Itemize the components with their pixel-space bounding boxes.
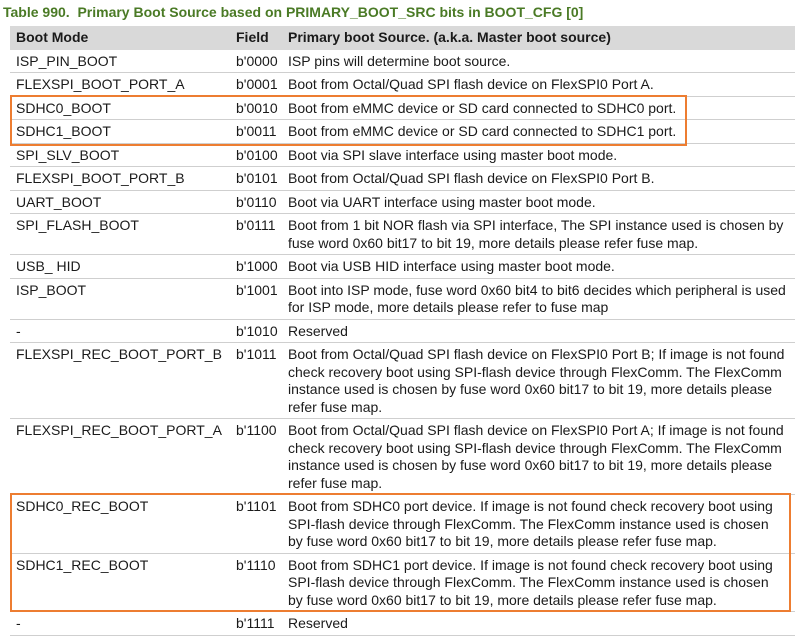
table-row: [10, 191, 795, 215]
field-cell: b'0000: [236, 52, 278, 69]
column-header-boot-mode: Boot Mode: [16, 29, 89, 45]
boot-mode-cell: SPI_FLASH_BOOT: [16, 217, 139, 233]
boot-mode-cell: SDHC0_BOOT: [16, 99, 111, 116]
boot-mode-cell: SDHC1_REC_BOOT: [16, 556, 149, 573]
table-row: [10, 144, 795, 168]
field-cell: b'1111: [236, 615, 275, 631]
field-cell: b'0011: [236, 123, 277, 139]
boot-mode-cell: USB_ HID: [16, 258, 81, 274]
boot-source-line: Boot via USB HID interface using master boot mode.: [288, 258, 615, 274]
field-cell: b'1011: [236, 346, 277, 362]
table-body: [10, 50, 795, 636]
boot-source-line: Boot from eMMC device or SD card connected to SDHC0 port.: [288, 99, 677, 116]
boot-mode-cell: SPI_SLV_BOOT: [16, 146, 120, 163]
boot-source-line: check recovery boot using SPI-flash device through FlexComm. The FlexComm: [288, 363, 782, 380]
boot-source-line: refer fuse map.: [288, 398, 383, 415]
field-cell: b'0100: [236, 146, 278, 163]
boot-source-cell: [282, 120, 795, 143]
boot-source-cell: [282, 167, 795, 190]
boot-source-cell: [282, 50, 795, 73]
boot-source-line: Boot from 1 bit NOR flash via SPI interface, The SPI instance used is chosen by: [288, 217, 784, 233]
boot-source-line: Boot from Octal/Quad SPI flash device on FlexSPI0 Port A; If image is not found: [288, 422, 784, 438]
boot-source-line: check recovery boot using SPI-flash device through FlexComm. The FlexComm: [288, 439, 782, 456]
boot-source-cell: [282, 144, 795, 167]
boot-source-cell: [282, 320, 795, 343]
field-cell: b'0110: [236, 193, 277, 210]
table-row: [10, 73, 795, 97]
boot-mode-cell: FLEXSPI_BOOT_PORT_B: [16, 170, 185, 186]
boot-source-line: Boot from Octal/Quad SPI flash device on FlexSPI0 Port B; If image is not found: [288, 346, 785, 362]
boot-mode-cell: ISP_BOOT: [16, 281, 87, 298]
boot-source-line: for ISP mode, more details please refer to fuse map: [288, 299, 609, 315]
boot-source-cell: [282, 214, 795, 254]
field-cell: b'1100: [236, 422, 277, 438]
boot-source-cell: [282, 191, 795, 214]
boot-source-line: Boot from SDHC0 port device. If image is not found check recovery boot using: [288, 498, 773, 514]
boot-mode-cell: FLEXSPI_REC_BOOT_PORT_B: [16, 346, 222, 362]
table-row: [10, 214, 795, 255]
boot-source-line: Reserved: [288, 322, 348, 339]
boot-mode-cell: SDHC1_BOOT: [16, 123, 111, 139]
boot-source-line: Boot from SDHC1 port device. If image is not found check recovery boot using: [288, 556, 773, 573]
table-row: [10, 554, 795, 613]
field-cell: b'1101: [236, 498, 277, 514]
boot-mode-cell: -: [16, 615, 21, 631]
boot-source-line: SPI-flash device through FlexComm. The FlexComm instance used is chosen: [288, 574, 769, 590]
boot-source-line: Boot from Octal/Quad SPI flash device on FlexSPI0 Port A.: [288, 76, 654, 92]
table-row: [10, 97, 795, 121]
table-row: [10, 343, 795, 419]
boot-source-line: instance used is chosen by fuse word 0x60 bit17 to bit 19, more details please: [288, 457, 773, 473]
table-title: Table 990. Primary Boot Source based on PRIMARY_BOOT_SRC bits in BOOT_CFG [0]: [3, 4, 584, 20]
boot-source-cell: [282, 419, 795, 494]
table-row: [10, 279, 795, 320]
boot-source-line: by fuse word 0x60 bit17 to bit 19, more details please refer fuse map.: [288, 591, 717, 608]
boot-source-line: fuse word 0x60 bit17 to bit 19, more details please refer fuse map.: [288, 234, 699, 251]
field-cell: b'1000: [236, 258, 278, 274]
boot-mode-cell: ISP_PIN_BOOT: [16, 52, 118, 69]
boot-mode-cell: FLEXSPI_REC_BOOT_PORT_A: [16, 422, 222, 438]
table-row: [10, 320, 795, 344]
field-cell: b'0111: [236, 217, 276, 233]
field-cell: b'0010: [236, 99, 278, 116]
field-cell: b'0101: [236, 170, 278, 186]
boot-source-line: refer fuse map.: [288, 474, 383, 491]
boot-source-table: [10, 26, 795, 636]
boot-mode-cell: FLEXSPI_BOOT_PORT_A: [16, 76, 185, 92]
boot-source-cell: [282, 97, 795, 120]
table-row: [10, 419, 795, 495]
boot-source-line: ISP pins will determine boot source.: [288, 52, 511, 69]
boot-source-cell: [282, 495, 795, 553]
table-row: [10, 120, 795, 144]
boot-source-cell: [282, 612, 795, 635]
table-row: [10, 50, 795, 74]
boot-mode-cell: UART_BOOT: [16, 193, 102, 210]
boot-source-cell: [282, 255, 795, 278]
boot-source-cell: [282, 279, 795, 319]
field-cell: b'1001: [236, 281, 278, 298]
table-row: [10, 612, 795, 636]
boot-source-cell: [282, 343, 795, 418]
table-header-row: [10, 26, 795, 50]
boot-source-line: Boot via SPI slave interface using master boot mode.: [288, 146, 618, 163]
column-header-field: Field: [236, 29, 269, 45]
boot-source-line: Boot from Octal/Quad SPI flash device on FlexSPI0 Port B.: [288, 170, 655, 186]
table-row: [10, 167, 795, 191]
boot-source-line: SPI-flash device through FlexComm. The FlexComm instance used is chosen: [288, 515, 769, 532]
field-cell: b'1110: [236, 556, 276, 573]
boot-mode-cell: SDHC0_REC_BOOT: [16, 498, 149, 514]
boot-mode-cell: -: [16, 322, 21, 339]
boot-source-line: Reserved: [288, 615, 348, 631]
table-row: [10, 255, 795, 279]
table-row: [10, 495, 795, 554]
field-cell: b'1010: [236, 322, 278, 339]
boot-source-line: Boot into ISP mode, fuse word 0x60 bit4 to bit6 decides which peripheral is used: [288, 281, 786, 298]
boot-source-line: instance used is chosen by fuse word 0x60 bit17 to bit 19, more details please: [288, 381, 773, 397]
boot-source-line: Boot via UART interface using master boot mode.: [288, 193, 596, 210]
boot-source-cell: [282, 554, 795, 612]
boot-source-line: by fuse word 0x60 bit17 to bit 19, more details please refer fuse map.: [288, 533, 717, 549]
field-cell: b'0001: [236, 76, 278, 92]
boot-source-cell: [282, 73, 795, 96]
boot-source-line: Boot from eMMC device or SD card connected to SDHC1 port.: [288, 123, 677, 139]
column-header-boot-source: Primary boot Source. (a.k.a. Master boot source): [288, 29, 611, 45]
